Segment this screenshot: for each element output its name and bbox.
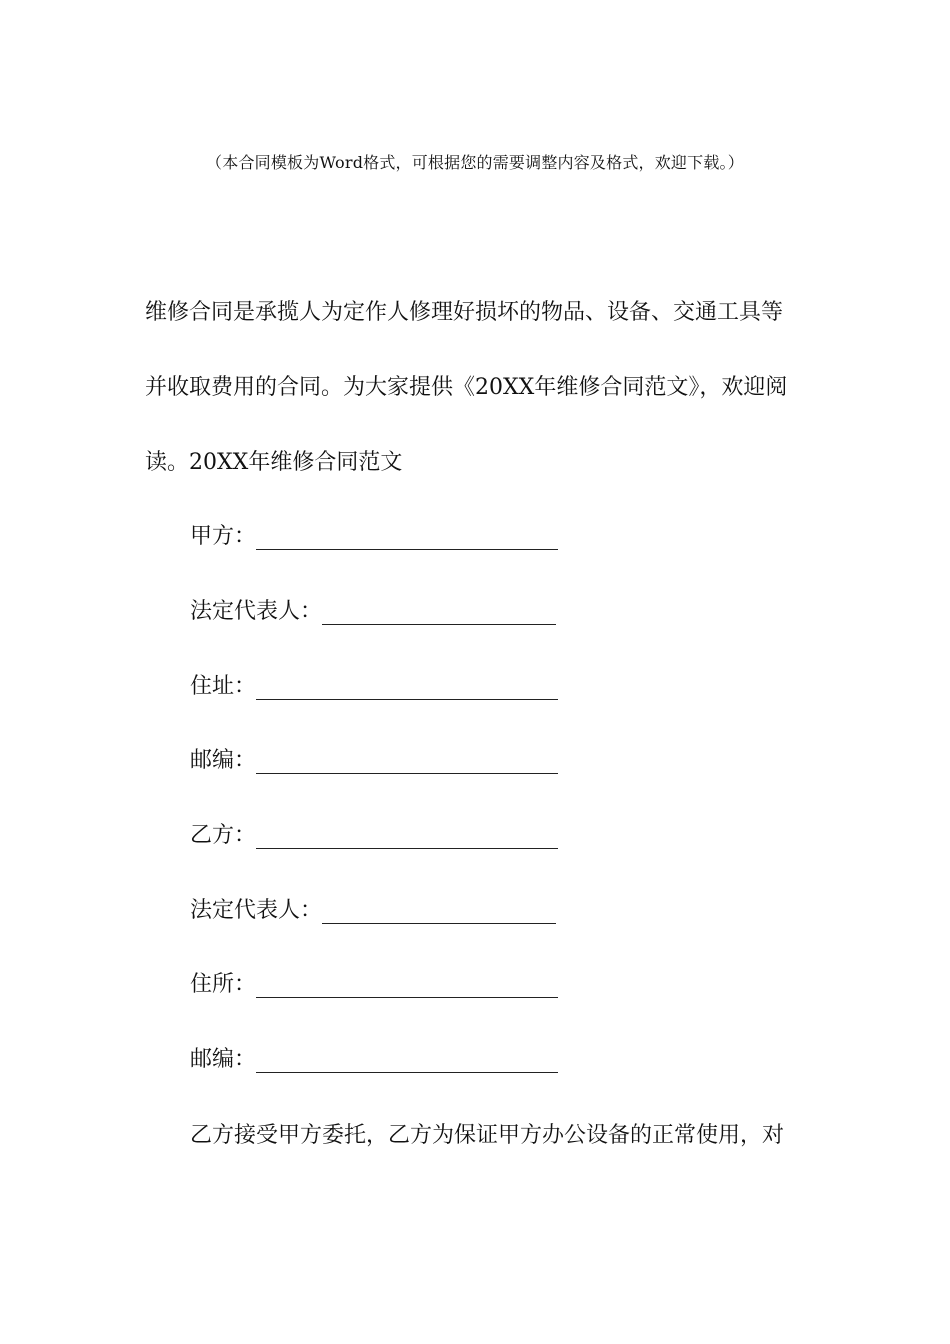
- party-a-blank[interactable]: [256, 527, 558, 550]
- party-b-address-label: 住所：: [190, 972, 257, 997]
- party-a-label: 甲方：: [190, 524, 257, 549]
- party-b-label: 乙方：: [190, 823, 257, 848]
- party-b-field: [190, 821, 558, 851]
- party-a-postcode-field: [190, 746, 558, 776]
- party-b-rep-blank[interactable]: [322, 901, 556, 924]
- party-a-rep-blank[interactable]: [322, 602, 556, 625]
- intro-line-1: 维修合同是承揽人为定作人修理好损坏的物品、设备、交通工具等: [145, 300, 784, 325]
- party-a-rep-field: [190, 597, 556, 627]
- party-b-rep-label: 法定代表人：: [190, 898, 323, 923]
- party-b-rep-field: [190, 896, 556, 926]
- party-b-postcode-label: 邮编：: [190, 1047, 257, 1072]
- intro-line-2: 并收取费用的合同。为大家提供《20XX年维修合同范文》，欢迎阅: [145, 375, 788, 400]
- party-b-postcode-field: [190, 1045, 558, 1075]
- contract-paragraph-1: 乙方接受甲方委托，乙方为保证甲方办公设备的正常使用，对: [190, 1123, 785, 1148]
- party-b-postcode-blank[interactable]: [256, 1050, 558, 1073]
- party-b-address-field: [190, 970, 558, 1000]
- template-note: （本合同模板为Word格式，可根据您的需要调整内容及格式，欢迎下载。）: [206, 153, 744, 172]
- party-a-rep-label: 法定代表人：: [190, 599, 323, 624]
- party-b-blank[interactable]: [256, 826, 558, 849]
- party-a-postcode-blank[interactable]: [256, 751, 558, 774]
- party-a-field: [190, 522, 558, 552]
- party-a-address-field: [190, 672, 558, 702]
- party-a-postcode-label: 邮编：: [190, 748, 257, 773]
- party-a-address-blank[interactable]: [256, 677, 558, 700]
- intro-line-3: 读。20XX年维修合同范文: [145, 450, 403, 475]
- party-a-address-label: 住址：: [190, 674, 257, 699]
- party-b-address-blank[interactable]: [256, 975, 558, 998]
